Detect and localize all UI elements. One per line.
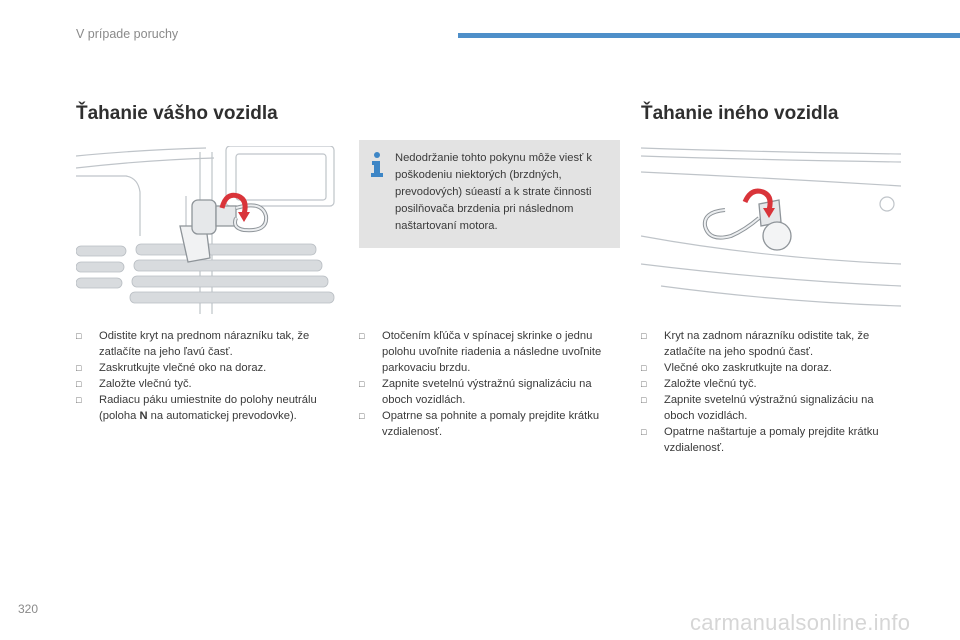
section-title-other-vehicle: Ťahanie iného vozidla [641, 103, 839, 124]
header-accent-bar [458, 33, 960, 38]
list-item: □ Radiacu páku umiestnite do polohy neutrálu (poloha N na automatickej prevodovke). [76, 394, 317, 422]
gear-position-label: N [139, 410, 148, 422]
section-title-own-vehicle: Ťahanie vášho vozidla [76, 103, 278, 124]
rear-bumper-drawing [641, 146, 901, 314]
checkbox-bullet-icon: □ [359, 379, 365, 389]
front-bumper-drawing [76, 146, 336, 314]
info-box-text: Nedodržanie tohto pokynu môže viesť k poškodeniu niektorých (brzdných, prevodových) súeastí a k strate činnosti posilňovača brzdenia pri následnom naštartovaní motora. [395, 152, 592, 232]
checkbox-bullet-icon: □ [641, 379, 647, 389]
info-icon [369, 151, 385, 177]
list-item: □ Opatrne sa pohnite a pomaly prejdite krátku vzdialenosť. [359, 410, 600, 438]
list-item: □ Zapnite svetelnú výstražnú signalizáciu na oboch vozidlách. [359, 378, 592, 406]
list-item: □ Vlečné oko zaskrutkujte na doraz. [641, 362, 832, 374]
list-item: □ Otočením kľúča v spínacej skrinke o jednu polohu uvoľnite riadenia a následne uvoľnite parkovaciu brzdu. [359, 330, 602, 374]
list-item: □ Zapnite svetelnú výstražnú signalizáciu na oboch vozidlách. [641, 394, 874, 422]
own-vehicle-steps [76, 328, 338, 424]
list-item: □ Odistite kryt na prednom nárazníku tak, že zatlačíte na jeho ľavú časť. [76, 330, 310, 358]
list-item: □ Založte vlečnú tyč. [641, 378, 757, 390]
watermark: carmanualsonline.info [690, 610, 911, 635]
warning-info-box [359, 140, 620, 248]
checkbox-bullet-icon: □ [76, 395, 82, 405]
checkbox-bullet-icon: □ [359, 411, 365, 421]
checkbox-bullet-icon: □ [359, 331, 365, 341]
towing-procedure-steps [359, 328, 621, 440]
other-vehicle-steps [641, 328, 903, 456]
running-header: V prípade poruchy [76, 27, 179, 41]
list-item: □ Kryt na zadnom nárazníku odistite tak, že zatlačíte na jeho spodnú časť. [641, 330, 870, 358]
checkbox-bullet-icon: □ [641, 331, 647, 341]
checkbox-bullet-icon: □ [76, 331, 82, 341]
page-number: 320 [18, 602, 39, 616]
checkbox-bullet-icon: □ [76, 379, 82, 389]
list-item: □ Opatrne naštartuje a pomaly prejdite krátku vzdialenosť. [641, 426, 879, 454]
checkbox-bullet-icon: □ [76, 363, 82, 373]
checkbox-bullet-icon: □ [641, 395, 647, 405]
rear-towing-illustration [641, 146, 901, 314]
checkbox-bullet-icon: □ [641, 363, 647, 373]
checkbox-bullet-icon: □ [641, 427, 647, 437]
list-item: □ Založte vlečnú tyč. [76, 378, 192, 390]
list-item: □ Zaskrutkujte vlečné oko na doraz. [76, 362, 267, 374]
front-towing-illustration [76, 146, 336, 314]
